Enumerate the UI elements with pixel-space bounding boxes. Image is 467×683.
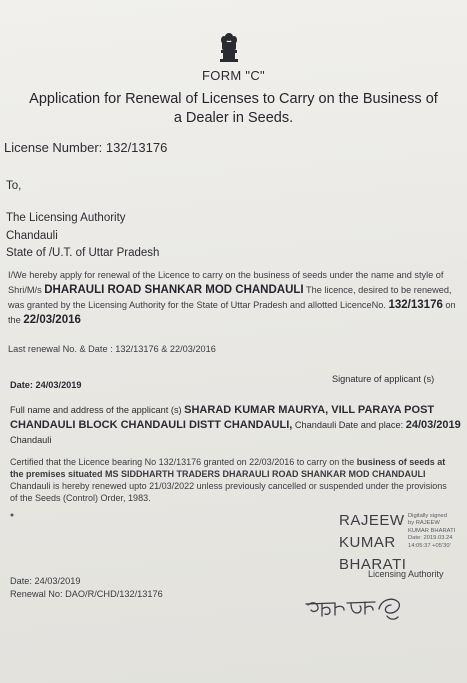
certification-text [10, 456, 450, 504]
digital-signature-stamp [408, 513, 455, 550]
place-label: Chandauli Date and place: [292, 420, 406, 430]
stamp-line5: 14:05:37 +05'30' [408, 542, 451, 549]
stamp-line3: KUMAR BHARATI [408, 527, 456, 534]
application-date: Date: 24/03/2019 [10, 380, 82, 390]
address-line1: The Licensing Authority [6, 212, 126, 224]
signature-label: Signature of applicant (s) [332, 374, 435, 384]
stamp-line1: Digitally signed [408, 513, 447, 519]
recipient-address [6, 210, 159, 263]
signer-name-line1: RAJEEW [339, 512, 405, 529]
applicant-place: Chandauli [10, 435, 52, 445]
last-renewal: Last renewal No. & Date : 132/13176 & 22/03/2016 [8, 344, 216, 354]
address-line2: Chandauli [6, 229, 58, 242]
address-line3: State of /U.T. of Uttar Pradesh [6, 247, 160, 259]
applicant-name: SHARAD KUMAR MAURYA, VILL PARAYA POST CHANDAULI BLOCK CHANDAULI DISTT CHANDAULI, [10, 404, 435, 431]
form-title: FORM "C" [202, 68, 265, 83]
applicant-date: 24/03/2019 [405, 419, 461, 431]
licence-date-value: 22/03/2016 [23, 314, 81, 326]
renewal-date: Date: 24/03/2019 [10, 576, 81, 586]
certification-part2: Chandauli is hereby renewed upto 21/03/2022 unless previously cancelled or suspended under the provisions of the Seeds (Control) Order, 1983. [10, 481, 447, 503]
licensing-authority-label: Licensing Authority [368, 569, 444, 579]
applicant-details [10, 403, 462, 448]
stamp-line4: Date: 2019.03.24 [408, 535, 453, 542]
application-title [0, 90, 467, 128]
to-label: To, [6, 180, 22, 192]
renewal-number: Renewal No: DAO/R/CHD/132/13176 [10, 589, 163, 599]
application-title-line1: Application for Renewal of Licenses to Carry on the Business of [29, 91, 438, 107]
handwritten-signature [305, 592, 407, 624]
license-number: License Number: 132/13176 [4, 140, 168, 155]
firm-name: DHARAULI ROAD SHANKAR MOD CHANDAULI [44, 284, 304, 296]
applicant-label: Full name and address of the applicant (s) [10, 405, 185, 415]
signer-name-line2: KUMAR [339, 534, 396, 551]
state-emblem-icon [218, 32, 240, 66]
licence-number-value: 132/13176 [388, 299, 443, 311]
signer-name-line3: BHARATI [339, 556, 407, 573]
stamp-line2: by RAJEEW [408, 520, 440, 527]
paragraph-text: The licence, desired to be renewed, was granted by the Licensing Authority for the State of Uttar Pradesh and allotted LicenceNo. [8, 285, 452, 310]
paragraph-text: I/We hereby apply for renewal of the Licence to carry on the business of seeds under the name and style of Shri/M/s [8, 270, 444, 295]
premises-details: business of seeds at the premises situated MS SIDDHARTH TRADERS DHARAULI ROAD SHANKAR MOD CHANDAULI [10, 457, 446, 479]
application-paragraph [8, 268, 460, 328]
application-title-line2: a Dealer in Seeds. [173, 110, 294, 126]
certification-part1: Certified that the Licence bearing No 132/13176 granted on 22/03/2016 to carry on the [10, 457, 357, 467]
paragraph-text: on the [8, 300, 456, 325]
digital-signature-name [339, 510, 406, 576]
margin-mark-icon [9, 512, 15, 518]
